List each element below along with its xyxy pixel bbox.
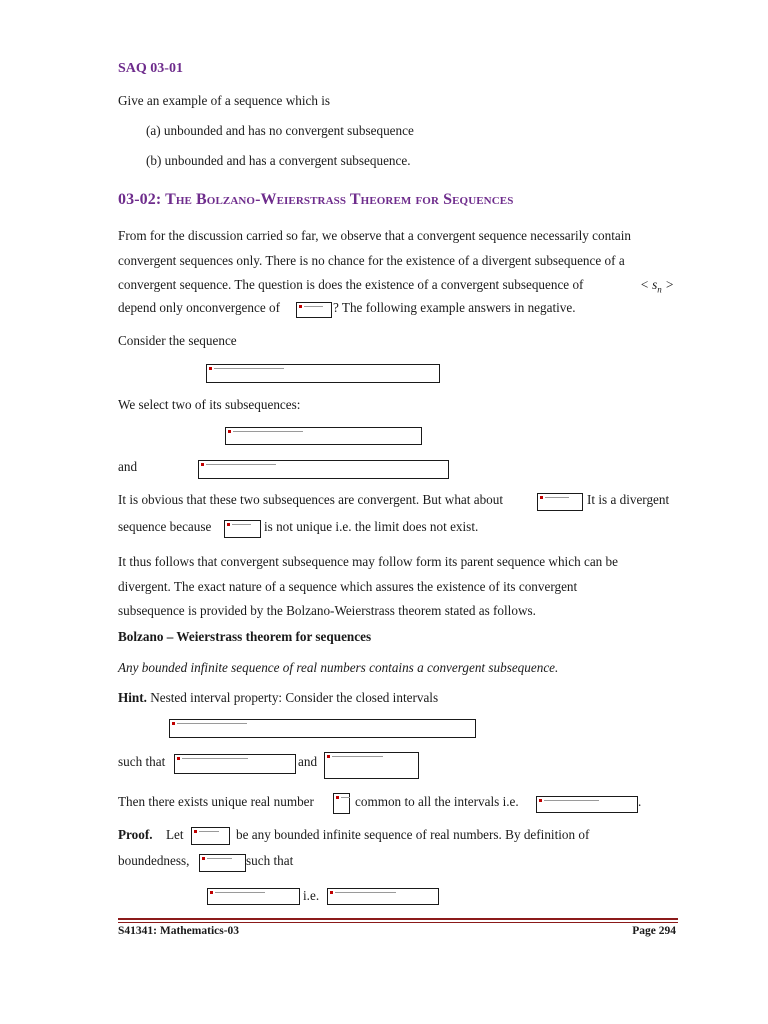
equation-placeholder-real-number [333, 793, 350, 814]
equation-placeholder-nested-condition [174, 754, 296, 774]
para2-line3: subsequence is provided by the Bolzano-Weierstrass theorem stated as follows. [118, 603, 536, 618]
equation-placeholder-sequence-symbol [537, 493, 583, 511]
footer-course: S41341: Mathematics-03 [118, 925, 240, 937]
saq-item-b: (b) unbounded and has a convergent subsequence. [146, 153, 411, 168]
saq-item-a: (a) unbounded and has no convergent subsequence [146, 123, 414, 138]
hint-text: Nested interval property: Consider the closed intervals [146, 690, 439, 705]
obvious-text-c: sequence because [118, 519, 212, 534]
para1-line1: From for the discussion carried so far, we observe that a convergent sequence necessarily contain [118, 228, 631, 243]
theorem-statement: Any bounded infinite sequence of real numbers contains a convergent subsequence. [118, 660, 559, 675]
hint-line [118, 690, 438, 706]
saq-intro: Give an example of a sequence which is [118, 93, 331, 108]
paragraph-followup [118, 550, 674, 624]
equation-placeholder-length-condition [324, 752, 419, 779]
obvious-text-d: is not unique i.e. the limit does not exist. [264, 519, 479, 534]
sequence-symbol: < $s_n$ > [639, 277, 674, 295]
proof-line1b: be any bounded infinite sequence of real numbers. By definition of [236, 827, 590, 842]
equation-placeholder-sequence [206, 364, 440, 383]
obvious-text-b: It is a divergent [587, 492, 670, 507]
equation-placeholder-sn [296, 302, 332, 318]
theorem-title: Bolzano – Weierstrass theorem for sequences [118, 629, 372, 644]
paragraph-intro [118, 224, 674, 302]
para1-line3-text: convergent sequence. The question is does the existence of a convergent subsequence of [118, 277, 584, 292]
hint-then-b: common to all the intervals i.e. [355, 794, 519, 809]
and-text: and [118, 459, 138, 474]
footer-page-number: Page 294 [632, 925, 676, 937]
para1-line2: convergent sequences only. There is no chance for the existence of a divergent subsequence of a [118, 252, 625, 268]
para2-line2: divergent. The exact nature of a sequence which assures the existence of its convergent [118, 578, 578, 594]
equation-placeholder-bound [199, 854, 246, 872]
equation-placeholder-inequality [207, 888, 300, 905]
para1-line4a: depend only onconvergence of [118, 300, 280, 315]
para2-line1: It thus follows that convergent subsequence may follow form its parent sequence which can be [118, 554, 619, 569]
para1-line4b: ? The following example answers in negative. [333, 300, 576, 315]
proof-such-that: such that [246, 853, 294, 868]
equation-placeholder-interval-bound [327, 888, 439, 905]
equation-placeholder-intersection [536, 796, 638, 813]
hint-and: and [298, 754, 318, 769]
proof-ie: i.e. [303, 888, 320, 903]
equation-placeholder-intervals [169, 719, 476, 738]
obvious-text-a: It is obvious that these two subsequences are convergent. But what about [118, 492, 504, 507]
equation-placeholder-limit [224, 520, 261, 538]
equation-placeholder-bounded-sequence [191, 827, 230, 845]
hint-period: . [638, 794, 642, 809]
footer-rule-thick [118, 918, 678, 920]
footer-rule-thin [118, 922, 678, 923]
proof-let: Let [166, 827, 184, 842]
hint-such-that: such that [118, 754, 166, 769]
select-text: We select two of its subsequences: [118, 397, 301, 412]
saq-title: SAQ 03-01 [118, 61, 183, 76]
hint-then-a: Then there exists unique real number [118, 794, 314, 809]
proof-boundedness: boundedness, [118, 853, 190, 868]
hint-label: Hint. [118, 690, 147, 705]
equation-placeholder-subsequence-1 [225, 427, 422, 445]
proof-label: Proof. [118, 827, 153, 842]
equation-placeholder-subsequence-2 [198, 460, 449, 479]
section-heading: 03-02: The Bolzano-Weierstrass Theorem for Sequences [118, 191, 514, 208]
consider-text: Consider the sequence [118, 333, 237, 348]
para1-line3 [118, 273, 674, 302]
